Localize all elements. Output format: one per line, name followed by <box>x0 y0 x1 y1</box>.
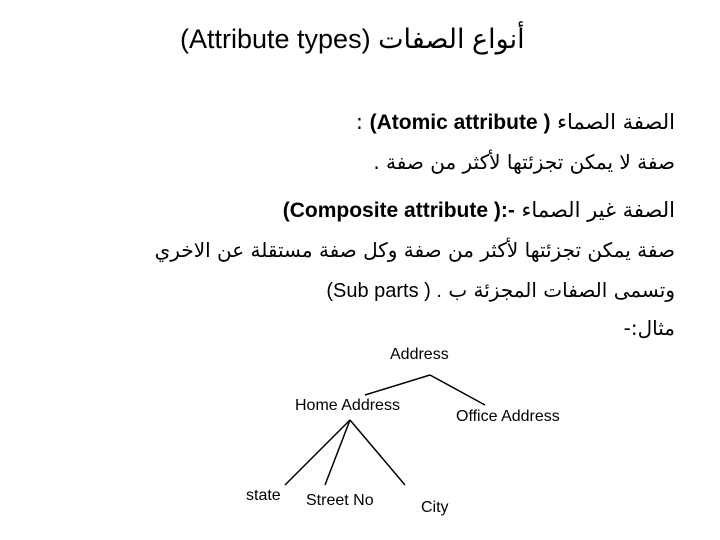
atomic-heading-arabic: الصفة الصماء <box>557 110 675 134</box>
sub-parts-arabic: وتسمى الصفات المجزئة ب <box>448 278 675 302</box>
title-english: (Attribute types) <box>180 24 371 54</box>
node-street-no: Street No <box>306 492 374 509</box>
sub-parts-english: (Sub parts ) . <box>326 280 442 302</box>
edge-home-state <box>285 420 350 485</box>
node-office-address: Office Address <box>456 408 560 425</box>
atomic-heading-english: (Atomic attribute ) <box>369 111 551 134</box>
edge-root-home <box>365 375 430 395</box>
composite-description-line-1: صفة يمكن تجزئتها لأكثر من صفة وكل صفة مستقلة عن الاخري <box>154 238 675 262</box>
example-label: مثال:- <box>623 316 675 340</box>
atomic-heading-colon: : <box>355 110 363 134</box>
edge-home-city <box>350 420 405 485</box>
composite-heading-english: (Composite attribute ):- <box>282 199 515 222</box>
title-arabic: أنواع الصفات <box>378 24 525 54</box>
node-address: Address <box>390 346 449 363</box>
edge-root-office <box>430 375 485 405</box>
atomic-description: صفة لا يمكن تجزئتها لأكثر من صفة . <box>373 150 675 174</box>
edge-home-street <box>325 420 350 485</box>
node-state: state <box>246 487 281 504</box>
composite-heading-arabic: الصفة غير الصماء <box>521 198 675 222</box>
node-city: City <box>421 499 449 516</box>
node-home-address: Home Address <box>295 397 400 414</box>
